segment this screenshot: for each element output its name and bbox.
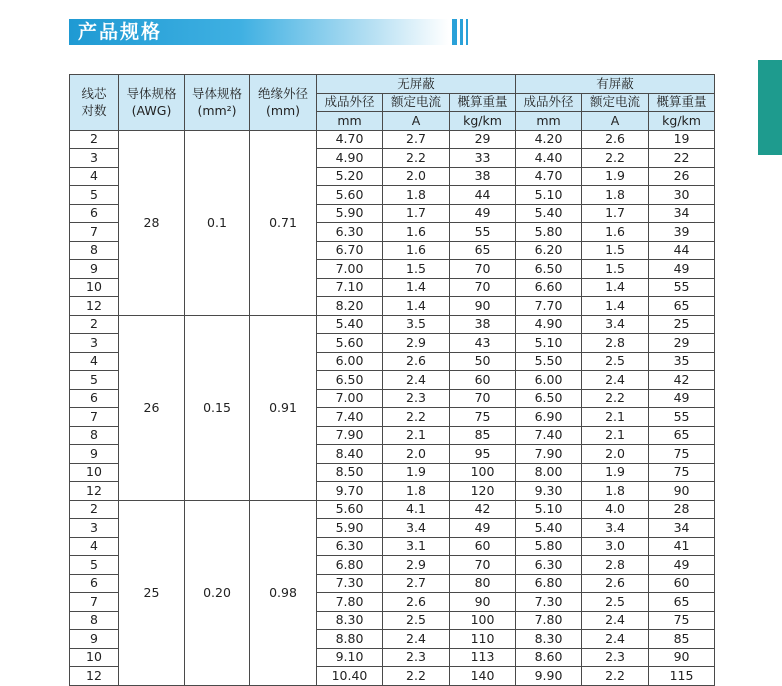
- cell-shielded-weight: 19: [649, 130, 715, 149]
- cell-cores: 4: [70, 167, 119, 186]
- cell-shielded-current: 2.5: [582, 352, 649, 371]
- cell-unshielded-weight: 38: [450, 315, 516, 334]
- cell-unshielded-current: 1.6: [383, 241, 450, 260]
- cell-unshielded-current: 3.1: [383, 537, 450, 556]
- cell-cores: 3: [70, 519, 119, 538]
- cell-unshielded-od: 5.60: [317, 186, 383, 205]
- cell-shielded-od: 6.00: [516, 371, 582, 390]
- cell-shielded-od: 4.70: [516, 167, 582, 186]
- unit-shielded-od: mm: [516, 112, 582, 131]
- cell-shielded-current: 2.6: [582, 574, 649, 593]
- cell-unshielded-weight: 43: [450, 334, 516, 353]
- cell-shielded-weight: 44: [649, 241, 715, 260]
- unit-shielded-current: A: [582, 112, 649, 131]
- cell-unshielded-weight: 50: [450, 352, 516, 371]
- cell-unshielded-od: 4.90: [317, 149, 383, 168]
- table-row: [70, 315, 715, 334]
- cell-unshielded-weight: 60: [450, 537, 516, 556]
- cell-unshielded-od: 7.90: [317, 426, 383, 445]
- cell-unshielded-od: 6.30: [317, 537, 383, 556]
- cell-unshielded-od: 5.90: [317, 519, 383, 538]
- table-row: [70, 130, 715, 149]
- cell-shielded-od: 9.30: [516, 482, 582, 501]
- cell-unshielded-current: 2.3: [383, 389, 450, 408]
- cell-unshielded-od: 7.30: [317, 574, 383, 593]
- cell-shielded-od: 7.30: [516, 593, 582, 612]
- cell-shielded-current: 1.8: [582, 186, 649, 205]
- cell-unshielded-current: 2.2: [383, 149, 450, 168]
- cell-unshielded-current: 2.6: [383, 593, 450, 612]
- cell-shielded-weight: 34: [649, 519, 715, 538]
- cell-unshielded-od: 5.20: [317, 167, 383, 186]
- cell-unshielded-current: 2.3: [383, 648, 450, 667]
- cell-shielded-od: 5.80: [516, 223, 582, 242]
- cell-insulation-od: 0.71: [250, 130, 317, 315]
- cell-unshielded-weight: 120: [450, 482, 516, 501]
- cell-shielded-od: 8.60: [516, 648, 582, 667]
- cell-shielded-current: 2.5: [582, 593, 649, 612]
- cell-unshielded-current: 1.9: [383, 463, 450, 482]
- cell-cores: 5: [70, 371, 119, 390]
- cell-unshielded-od: 7.80: [317, 593, 383, 612]
- cell-shielded-od: 5.10: [516, 334, 582, 353]
- cell-shielded-weight: 39: [649, 223, 715, 242]
- cell-shielded-current: 1.4: [582, 297, 649, 316]
- cell-unshielded-weight: 90: [450, 593, 516, 612]
- cell-unshielded-current: 2.1: [383, 426, 450, 445]
- cell-unshielded-weight: 60: [450, 371, 516, 390]
- cell-unshielded-weight: 75: [450, 408, 516, 427]
- unit-unshielded-current: A: [383, 112, 450, 131]
- cell-unshielded-od: 7.40: [317, 408, 383, 427]
- cell-unshielded-weight: 49: [450, 519, 516, 538]
- cell-shielded-weight: 41: [649, 537, 715, 556]
- cell-shielded-current: 2.4: [582, 611, 649, 630]
- cell-shielded-current: 1.7: [582, 204, 649, 223]
- cell-unshielded-od: 6.50: [317, 371, 383, 390]
- cell-shielded-weight: 30: [649, 186, 715, 205]
- header-shielded-weight: 概算重量: [649, 93, 715, 112]
- cell-shielded-current: 2.8: [582, 556, 649, 575]
- cell-cores: 8: [70, 426, 119, 445]
- cell-shielded-od: 7.90: [516, 445, 582, 464]
- cell-shielded-od: 6.20: [516, 241, 582, 260]
- cell-unshielded-od: 6.70: [317, 241, 383, 260]
- cell-shielded-od: 4.90: [516, 315, 582, 334]
- cell-cores: 9: [70, 630, 119, 649]
- header-conductor-mm2: 导体规格 (mm²): [185, 75, 250, 131]
- spec-table: [69, 74, 715, 686]
- header-shielded-current: 额定电流: [582, 93, 649, 112]
- cell-unshielded-current: 2.5: [383, 611, 450, 630]
- cell-conductor-mm2: 0.20: [185, 500, 250, 685]
- cell-unshielded-od: 5.90: [317, 204, 383, 223]
- cell-cores: 10: [70, 648, 119, 667]
- cell-shielded-od: 7.70: [516, 297, 582, 316]
- cell-unshielded-current: 2.0: [383, 445, 450, 464]
- table-header: [70, 75, 715, 131]
- cell-cores: 2: [70, 315, 119, 334]
- cell-shielded-od: 6.50: [516, 389, 582, 408]
- cell-unshielded-od: 8.40: [317, 445, 383, 464]
- cell-unshielded-current: 2.2: [383, 408, 450, 427]
- cell-shielded-od: 5.50: [516, 352, 582, 371]
- cell-unshielded-current: 4.1: [383, 500, 450, 519]
- cell-shielded-weight: 29: [649, 334, 715, 353]
- cell-unshielded-current: 1.7: [383, 204, 450, 223]
- cell-shielded-weight: 55: [649, 408, 715, 427]
- cell-unshielded-od: 9.70: [317, 482, 383, 501]
- cell-unshielded-current: 2.7: [383, 130, 450, 149]
- cell-unshielded-current: 3.5: [383, 315, 450, 334]
- cell-cores: 8: [70, 241, 119, 260]
- cell-shielded-current: 2.3: [582, 648, 649, 667]
- cell-shielded-weight: 22: [649, 149, 715, 168]
- header-insulation-od: 绝缘外径 (mm): [250, 75, 317, 131]
- cell-shielded-current: 3.4: [582, 519, 649, 538]
- header-awg: 导体规格 (AWG): [119, 75, 185, 131]
- cell-shielded-weight: 75: [649, 445, 715, 464]
- cell-unshielded-weight: 70: [450, 556, 516, 575]
- cell-unshielded-weight: 80: [450, 574, 516, 593]
- cell-unshielded-weight: 70: [450, 278, 516, 297]
- cell-unshielded-weight: 44: [450, 186, 516, 205]
- unit-unshielded-od: mm: [317, 112, 383, 131]
- cell-unshielded-weight: 100: [450, 611, 516, 630]
- cell-shielded-weight: 75: [649, 463, 715, 482]
- cell-shielded-weight: 25: [649, 315, 715, 334]
- cell-cores: 7: [70, 593, 119, 612]
- cell-shielded-od: 6.30: [516, 556, 582, 575]
- cell-shielded-weight: 49: [649, 389, 715, 408]
- cell-shielded-weight: 49: [649, 260, 715, 279]
- cell-unshielded-weight: 38: [450, 167, 516, 186]
- cell-shielded-weight: 65: [649, 426, 715, 445]
- cell-conductor-mm2: 0.15: [185, 315, 250, 500]
- cell-unshielded-weight: 100: [450, 463, 516, 482]
- cell-shielded-od: 6.50: [516, 260, 582, 279]
- cell-shielded-od: 5.40: [516, 204, 582, 223]
- cell-shielded-current: 4.0: [582, 500, 649, 519]
- cell-unshielded-od: 8.50: [317, 463, 383, 482]
- cell-unshielded-current: 3.4: [383, 519, 450, 538]
- table-row: [70, 500, 715, 519]
- cell-shielded-od: 4.20: [516, 130, 582, 149]
- cell-unshielded-od: 5.60: [317, 500, 383, 519]
- cell-shielded-od: 6.80: [516, 574, 582, 593]
- cell-shielded-weight: 115: [649, 667, 715, 686]
- cell-shielded-od: 5.40: [516, 519, 582, 538]
- cell-shielded-current: 2.2: [582, 149, 649, 168]
- cell-unshielded-current: 1.6: [383, 223, 450, 242]
- cell-shielded-weight: 35: [649, 352, 715, 371]
- cell-shielded-current: 2.2: [582, 667, 649, 686]
- cell-unshielded-weight: 85: [450, 426, 516, 445]
- cell-awg: 28: [119, 130, 185, 315]
- cell-unshielded-weight: 29: [450, 130, 516, 149]
- header-shielded-od: 成品外径: [516, 93, 582, 112]
- cell-unshielded-weight: 95: [450, 445, 516, 464]
- cell-shielded-current: 2.4: [582, 630, 649, 649]
- cell-unshielded-weight: 110: [450, 630, 516, 649]
- cell-shielded-weight: 85: [649, 630, 715, 649]
- cell-cores: 8: [70, 611, 119, 630]
- cell-shielded-current: 2.1: [582, 408, 649, 427]
- cell-unshielded-od: 8.80: [317, 630, 383, 649]
- header-unshielded-current: 额定电流: [383, 93, 450, 112]
- unit-shielded-weight: kg/km: [649, 112, 715, 131]
- cell-insulation-od: 0.98: [250, 500, 317, 685]
- cell-unshielded-weight: 33: [450, 149, 516, 168]
- cell-cores: 4: [70, 537, 119, 556]
- cell-cores: 3: [70, 334, 119, 353]
- cell-shielded-od: 5.10: [516, 500, 582, 519]
- cell-cores: 6: [70, 574, 119, 593]
- header-cores: 线芯 对数: [70, 75, 119, 131]
- cell-shielded-current: 1.8: [582, 482, 649, 501]
- cell-unshielded-od: 7.10: [317, 278, 383, 297]
- cell-unshielded-current: 1.8: [383, 482, 450, 501]
- cell-unshielded-od: 9.10: [317, 648, 383, 667]
- cell-shielded-current: 2.6: [582, 130, 649, 149]
- cell-shielded-weight: 49: [649, 556, 715, 575]
- cell-shielded-weight: 65: [649, 297, 715, 316]
- cell-shielded-current: 2.1: [582, 426, 649, 445]
- cell-cores: 5: [70, 186, 119, 205]
- cell-cores: 12: [70, 482, 119, 501]
- section-title-bar: [69, 19, 449, 45]
- cell-unshielded-od: 7.00: [317, 389, 383, 408]
- cell-unshielded-weight: 140: [450, 667, 516, 686]
- cell-unshielded-od: 6.30: [317, 223, 383, 242]
- cell-cores: 4: [70, 352, 119, 371]
- cell-shielded-current: 2.2: [582, 389, 649, 408]
- cell-shielded-weight: 34: [649, 204, 715, 223]
- cell-conductor-mm2: 0.1: [185, 130, 250, 315]
- unit-unshielded-weight: kg/km: [450, 112, 516, 131]
- cell-shielded-od: 8.00: [516, 463, 582, 482]
- cell-unshielded-od: 6.80: [317, 556, 383, 575]
- cell-shielded-weight: 28: [649, 500, 715, 519]
- cell-cores: 2: [70, 130, 119, 149]
- header-shielded: 有屏蔽: [516, 75, 715, 94]
- cell-shielded-current: 1.6: [582, 223, 649, 242]
- cell-unshielded-weight: 90: [450, 297, 516, 316]
- cell-cores: 9: [70, 445, 119, 464]
- cell-shielded-current: 3.4: [582, 315, 649, 334]
- cell-shielded-current: 1.9: [582, 167, 649, 186]
- cell-shielded-weight: 65: [649, 593, 715, 612]
- cell-cores: 10: [70, 278, 119, 297]
- cell-unshielded-od: 7.00: [317, 260, 383, 279]
- page-title: 产品规格: [78, 21, 163, 43]
- cell-unshielded-od: 6.00: [317, 352, 383, 371]
- cell-unshielded-weight: 113: [450, 648, 516, 667]
- cell-cores: 6: [70, 389, 119, 408]
- cell-cores: 7: [70, 408, 119, 427]
- cell-cores: 7: [70, 223, 119, 242]
- cell-cores: 2: [70, 500, 119, 519]
- cell-unshielded-weight: 70: [450, 260, 516, 279]
- cell-shielded-od: 8.30: [516, 630, 582, 649]
- cell-unshielded-weight: 70: [450, 389, 516, 408]
- cell-shielded-current: 2.8: [582, 334, 649, 353]
- cell-insulation-od: 0.91: [250, 315, 317, 500]
- cell-cores: 9: [70, 260, 119, 279]
- cell-shielded-od: 6.90: [516, 408, 582, 427]
- cell-cores: 6: [70, 204, 119, 223]
- cell-cores: 3: [70, 149, 119, 168]
- cell-shielded-current: 3.0: [582, 537, 649, 556]
- cell-shielded-current: 1.4: [582, 278, 649, 297]
- cell-unshielded-current: 2.9: [383, 556, 450, 575]
- cell-shielded-od: 6.60: [516, 278, 582, 297]
- cell-unshielded-current: 2.4: [383, 630, 450, 649]
- cell-unshielded-weight: 65: [450, 241, 516, 260]
- cell-shielded-weight: 42: [649, 371, 715, 390]
- cell-shielded-weight: 75: [649, 611, 715, 630]
- cell-shielded-weight: 55: [649, 278, 715, 297]
- cell-unshielded-current: 2.2: [383, 667, 450, 686]
- cell-shielded-weight: 26: [649, 167, 715, 186]
- cell-cores: 12: [70, 297, 119, 316]
- cell-unshielded-od: 5.40: [317, 315, 383, 334]
- cell-unshielded-current: 1.4: [383, 278, 450, 297]
- cell-unshielded-od: 8.30: [317, 611, 383, 630]
- cell-shielded-current: 2.4: [582, 371, 649, 390]
- cell-unshielded-current: 2.0: [383, 167, 450, 186]
- cell-cores: 12: [70, 667, 119, 686]
- cell-shielded-current: 1.9: [582, 463, 649, 482]
- side-tab-marker: [758, 60, 782, 155]
- cell-shielded-od: 9.90: [516, 667, 582, 686]
- cell-shielded-od: 5.10: [516, 186, 582, 205]
- cell-awg: 25: [119, 500, 185, 685]
- cell-unshielded-od: 4.70: [317, 130, 383, 149]
- cell-unshielded-current: 2.9: [383, 334, 450, 353]
- cell-awg: 26: [119, 315, 185, 500]
- cell-unshielded-current: 1.8: [383, 186, 450, 205]
- cell-unshielded-current: 2.6: [383, 352, 450, 371]
- cell-unshielded-weight: 49: [450, 204, 516, 223]
- cell-unshielded-od: 5.60: [317, 334, 383, 353]
- cell-unshielded-od: 10.40: [317, 667, 383, 686]
- cell-shielded-current: 1.5: [582, 260, 649, 279]
- header-unshielded-od: 成品外径: [317, 93, 383, 112]
- cell-unshielded-current: 1.4: [383, 297, 450, 316]
- cell-unshielded-weight: 42: [450, 500, 516, 519]
- cell-unshielded-weight: 55: [450, 223, 516, 242]
- cell-unshielded-current: 2.7: [383, 574, 450, 593]
- cell-cores: 10: [70, 463, 119, 482]
- table-body: [70, 130, 715, 685]
- cell-shielded-od: 4.40: [516, 149, 582, 168]
- cell-unshielded-current: 2.4: [383, 371, 450, 390]
- cell-shielded-od: 7.80: [516, 611, 582, 630]
- cell-shielded-weight: 90: [649, 482, 715, 501]
- cell-unshielded-od: 8.20: [317, 297, 383, 316]
- header-unshielded: 无屏蔽: [317, 75, 516, 94]
- cell-cores: 5: [70, 556, 119, 575]
- cell-shielded-weight: 60: [649, 574, 715, 593]
- cell-shielded-weight: 90: [649, 648, 715, 667]
- cell-shielded-current: 2.0: [582, 445, 649, 464]
- cell-unshielded-current: 1.5: [383, 260, 450, 279]
- cell-shielded-od: 5.80: [516, 537, 582, 556]
- cell-shielded-current: 1.5: [582, 241, 649, 260]
- cell-shielded-od: 7.40: [516, 426, 582, 445]
- header-unshielded-weight: 概算重量: [450, 93, 516, 112]
